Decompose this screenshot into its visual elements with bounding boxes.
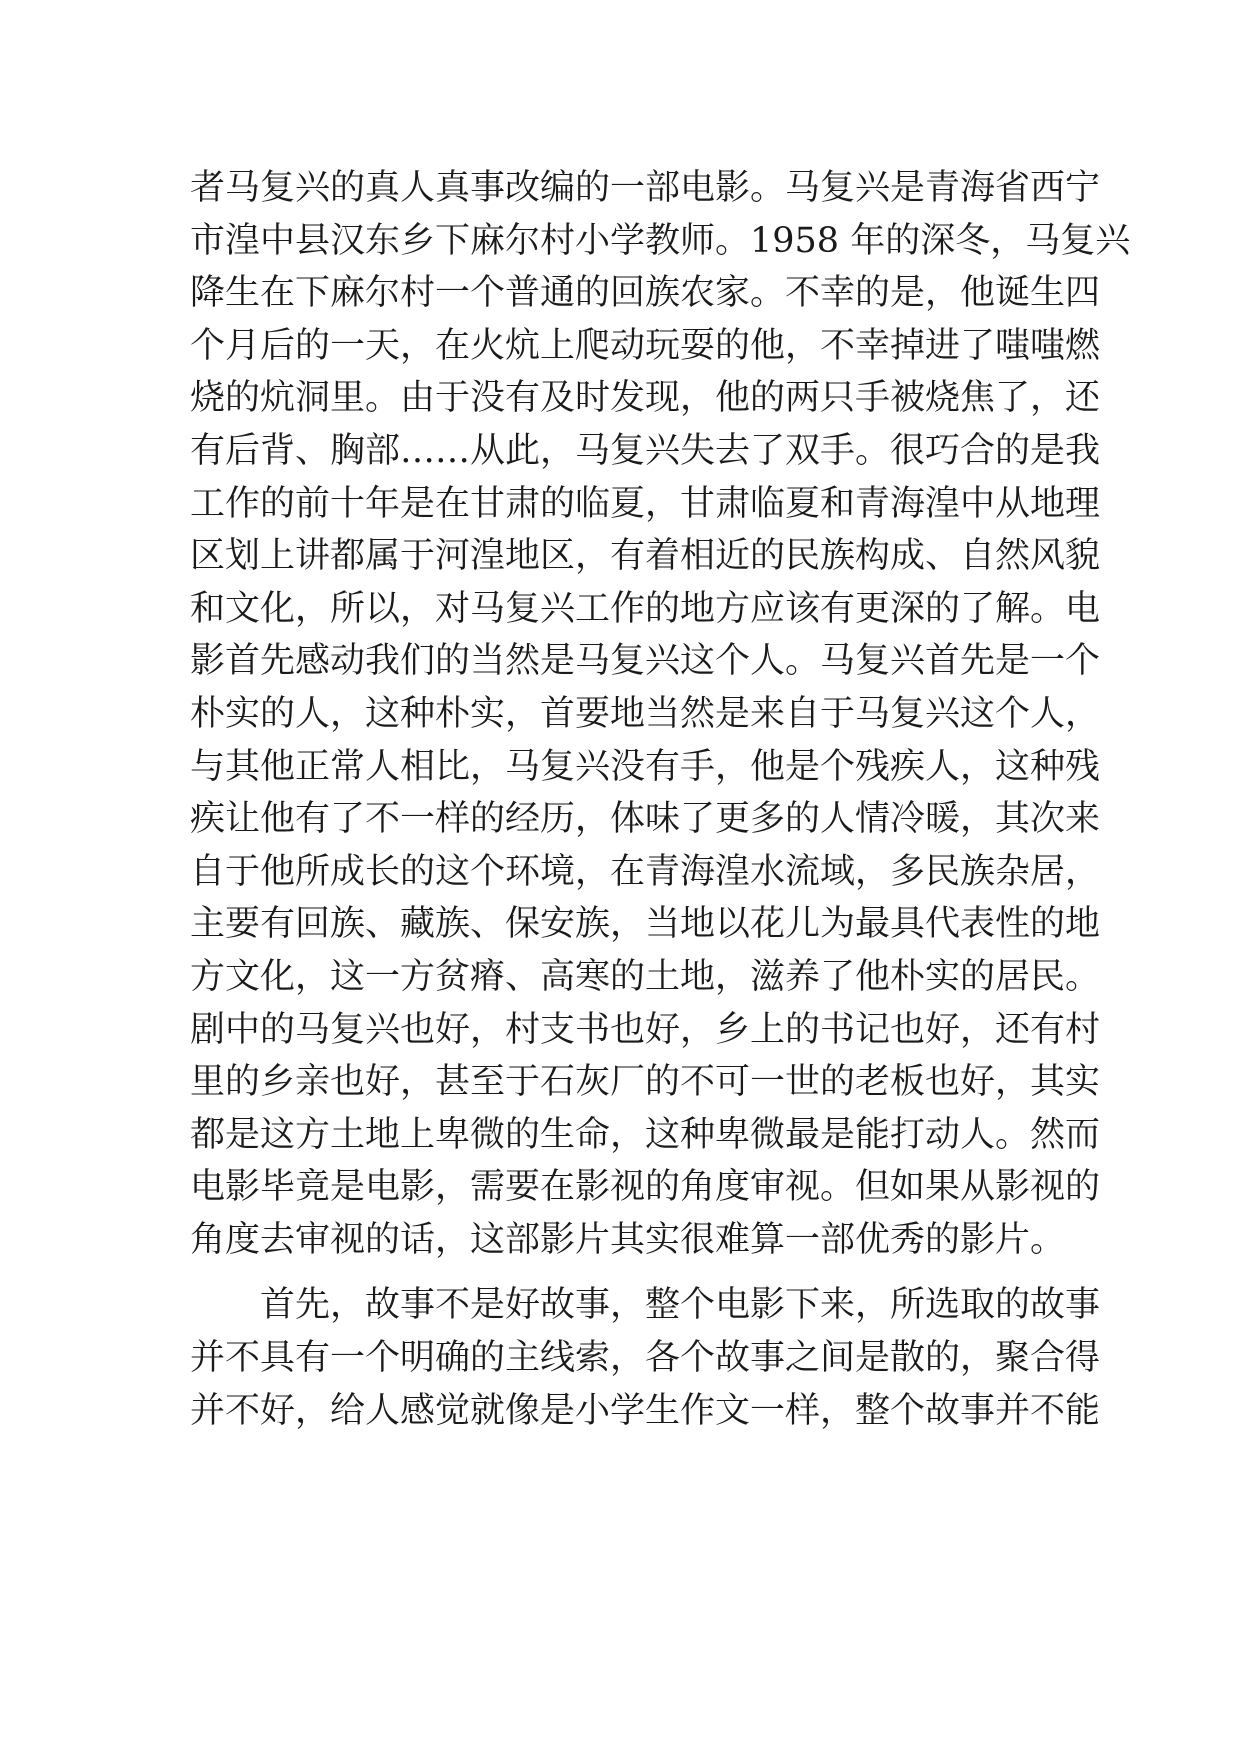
text-line: 者马复兴的真人真事改编的一部电影。马复兴是青海省西宁 <box>190 168 1101 208</box>
paragraph-2 <box>190 1279 1101 1437</box>
text-line: 烧的炕洞里。由于没有及时发现，他的两只手被烧焦了，还 <box>190 378 1101 419</box>
text-line: 和文化，所以，对马复兴工作的地方应该有更深的了解。电 <box>190 588 1101 629</box>
text-line: 降生在下麻尔村一个普通的回族农家。不幸的是，他诞生四 <box>190 273 1101 314</box>
text-line: 影首先感动我们的当然是马复兴这个人。马复兴首先是一个 <box>190 641 1101 682</box>
body-text <box>190 162 1131 1437</box>
text-line: 并不好，给人感觉就像是小学生作文一样，整个故事并不能 <box>190 1390 1101 1431</box>
text-line: 工作的前十年是在甘肃的临夏，甘肃临夏和青海湟中从地理 <box>190 483 1101 524</box>
text-line: 角度去审视的话，这部影片其实很难算一部优秀的影片。 <box>190 1219 1066 1260</box>
text-line: 方文化，这一方贫瘠、高寒的土地，滋养了他朴实的居民。 <box>190 956 1101 997</box>
text-line: 里的乡亲也好，甚至于石灰厂的不可一世的老板也好，其实 <box>190 1062 1101 1103</box>
text-line: 区划上讲都属于河湟地区，有着相近的民族构成、自然风貌 <box>190 536 1101 577</box>
text-line: 主要有回族、藏族、保安族，当地以花儿为最具代表性的地 <box>190 904 1101 945</box>
text-line: 朴实的人，这种朴实，首要地当然是来自于马复兴这个人， <box>190 693 1101 734</box>
text-line: 剧中的马复兴也好，村支书也好，乡上的书记也好，还有村 <box>190 1009 1101 1050</box>
text-line: 有后背、胸部……从此，马复兴失去了双手。很巧合的是我 <box>190 430 1101 471</box>
text-line: 与其他正常人相比，马复兴没有手，他是个残疾人，这种残 <box>190 746 1101 787</box>
text-line: 电影毕竟是电影，需要在影视的角度审视。但如果从影视的 <box>190 1167 1101 1208</box>
paragraph-spacing <box>190 1266 1054 1279</box>
text-line: 并不具有一个明确的主线索，各个故事之间是散的，聚合得 <box>190 1338 1101 1379</box>
text-line: 首先，故事不是好故事，整个电影下来，所选取的故事 <box>260 1285 1101 1326</box>
paragraph-1 <box>190 162 1131 1266</box>
text-line: 自于他所成长的这个环境，在青海湟水流域，多民族杂居， <box>190 851 1101 892</box>
text-line: 都是这方土地上卑微的生命，这种卑微最是能打动人。然而 <box>190 1114 1101 1155</box>
text-line: 个月后的一天，在火炕上爬动玩耍的他，不幸掉进了嗤嗤燃 <box>190 325 1101 366</box>
text-line: 疾让他有了不一样的经历，体味了更多的人情冷暖，其次来 <box>190 799 1101 840</box>
text-line: 市湟中县汉东乡下麻尔村小学教师。1958 年的深冬，马复兴 <box>190 220 1131 261</box>
